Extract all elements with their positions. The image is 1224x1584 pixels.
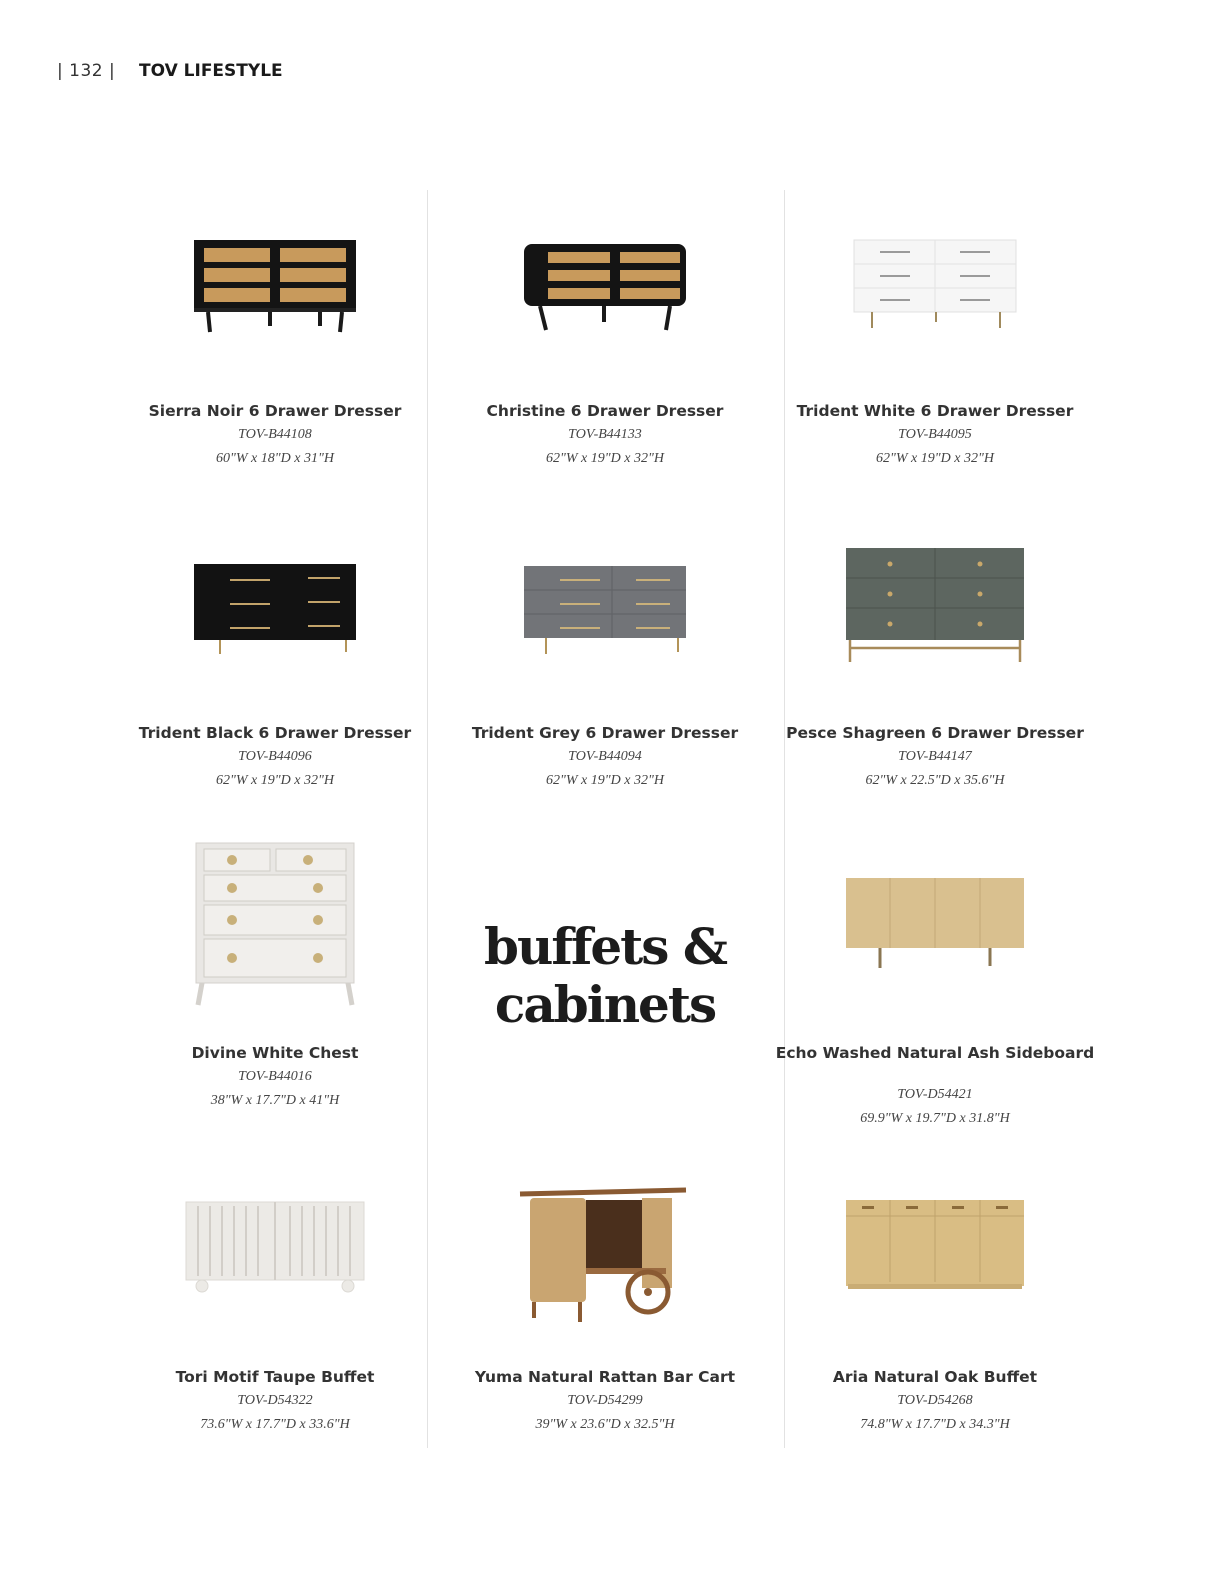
product-name: Tori Motif Taupe Buffet [175,1368,375,1386]
product-dimensions: 62"W x 19"D x 32"H [216,773,334,788]
ash-sideboard-image [770,828,1100,1018]
product-name: Echo Washed Natural Ash Sideboard [775,1044,1095,1062]
shagreen-dresser-image [770,510,1100,700]
product-sku: TOV-B44133 [568,427,642,442]
oak-buffet-image [770,1150,1100,1340]
product-name: Pesce Shagreen 6 Drawer Dresser [786,724,1084,742]
black-dresser-image [110,510,440,700]
product-dimensions: 39"W x 23.6"D x 32.5"H [535,1417,675,1432]
product-name: Trident White 6 Drawer Dresser [796,402,1074,420]
product-card[interactable] [770,190,1100,480]
product-card[interactable] [110,1150,440,1440]
product-dimensions: 69.9"W x 19.7"D x 31.8"H [860,1111,1010,1126]
page-header [57,58,283,84]
product-card[interactable] [440,190,770,480]
page-number: | 132 | [57,61,116,81]
white-dresser-image [770,190,1100,380]
product-name: Christine 6 Drawer Dresser [486,402,724,420]
product-card[interactable] [770,1150,1100,1440]
product-name: Sierra Noir 6 Drawer Dresser [148,402,402,420]
rattan-bar-cart-image [440,1150,770,1340]
product-dimensions: 38"W x 17.7"D x 41"H [210,1093,340,1108]
product-name: Yuma Natural Rattan Bar Cart [474,1368,736,1386]
product-card[interactable] [110,828,440,1128]
product-sku: TOV-B44095 [898,427,972,442]
product-dimensions: 62"W x 22.5"D x 35.6"H [865,773,1005,788]
product-sku: TOV-B44016 [238,1069,312,1084]
product-dimensions: 62"W x 19"D x 32"H [876,451,994,466]
brand-title: TOV LIFESTYLE [139,61,283,81]
product-name: Divine White Chest [191,1044,359,1062]
product-sku: TOV-D54421 [897,1087,973,1102]
product-dimensions: 62"W x 19"D x 32"H [546,451,664,466]
product-sku: TOV-B44108 [238,427,312,442]
product-card[interactable] [440,510,770,800]
product-sku: TOV-B44094 [568,749,642,764]
grey-dresser-image [440,510,770,700]
product-dimensions: 73.6"W x 17.7"D x 33.6"H [200,1417,350,1432]
product-card[interactable] [770,510,1100,800]
white-chest-image [110,828,440,1018]
product-sku: TOV-B44147 [898,749,972,764]
section-heading-line2: cabinets [494,975,716,1034]
section-heading-line1: buffets & [484,917,726,976]
product-card[interactable] [110,510,440,800]
product-dimensions: 60"W x 18"D x 31"H [216,451,334,466]
product-sku: TOV-D54299 [567,1393,643,1408]
product-dimensions: 74.8"W x 17.7"D x 34.3"H [860,1417,1010,1432]
product-dimensions: 62"W x 19"D x 32"H [546,773,664,788]
product-name: Trident Black 6 Drawer Dresser [138,724,412,742]
product-sku: TOV-D54322 [237,1393,313,1408]
black-rattan-dresser-image [110,190,440,380]
section-heading [440,918,770,1034]
product-name: Trident Grey 6 Drawer Dresser [471,724,739,742]
product-card[interactable] [440,1150,770,1440]
product-sku: TOV-D54268 [897,1393,973,1408]
product-name: Aria Natural Oak Buffet [832,1368,1038,1386]
product-sku: TOV-B44096 [238,749,312,764]
taupe-buffet-image [110,1150,440,1340]
black-rattan-dresser-image [440,190,770,380]
product-card[interactable] [770,828,1100,1138]
product-card[interactable] [110,190,440,480]
